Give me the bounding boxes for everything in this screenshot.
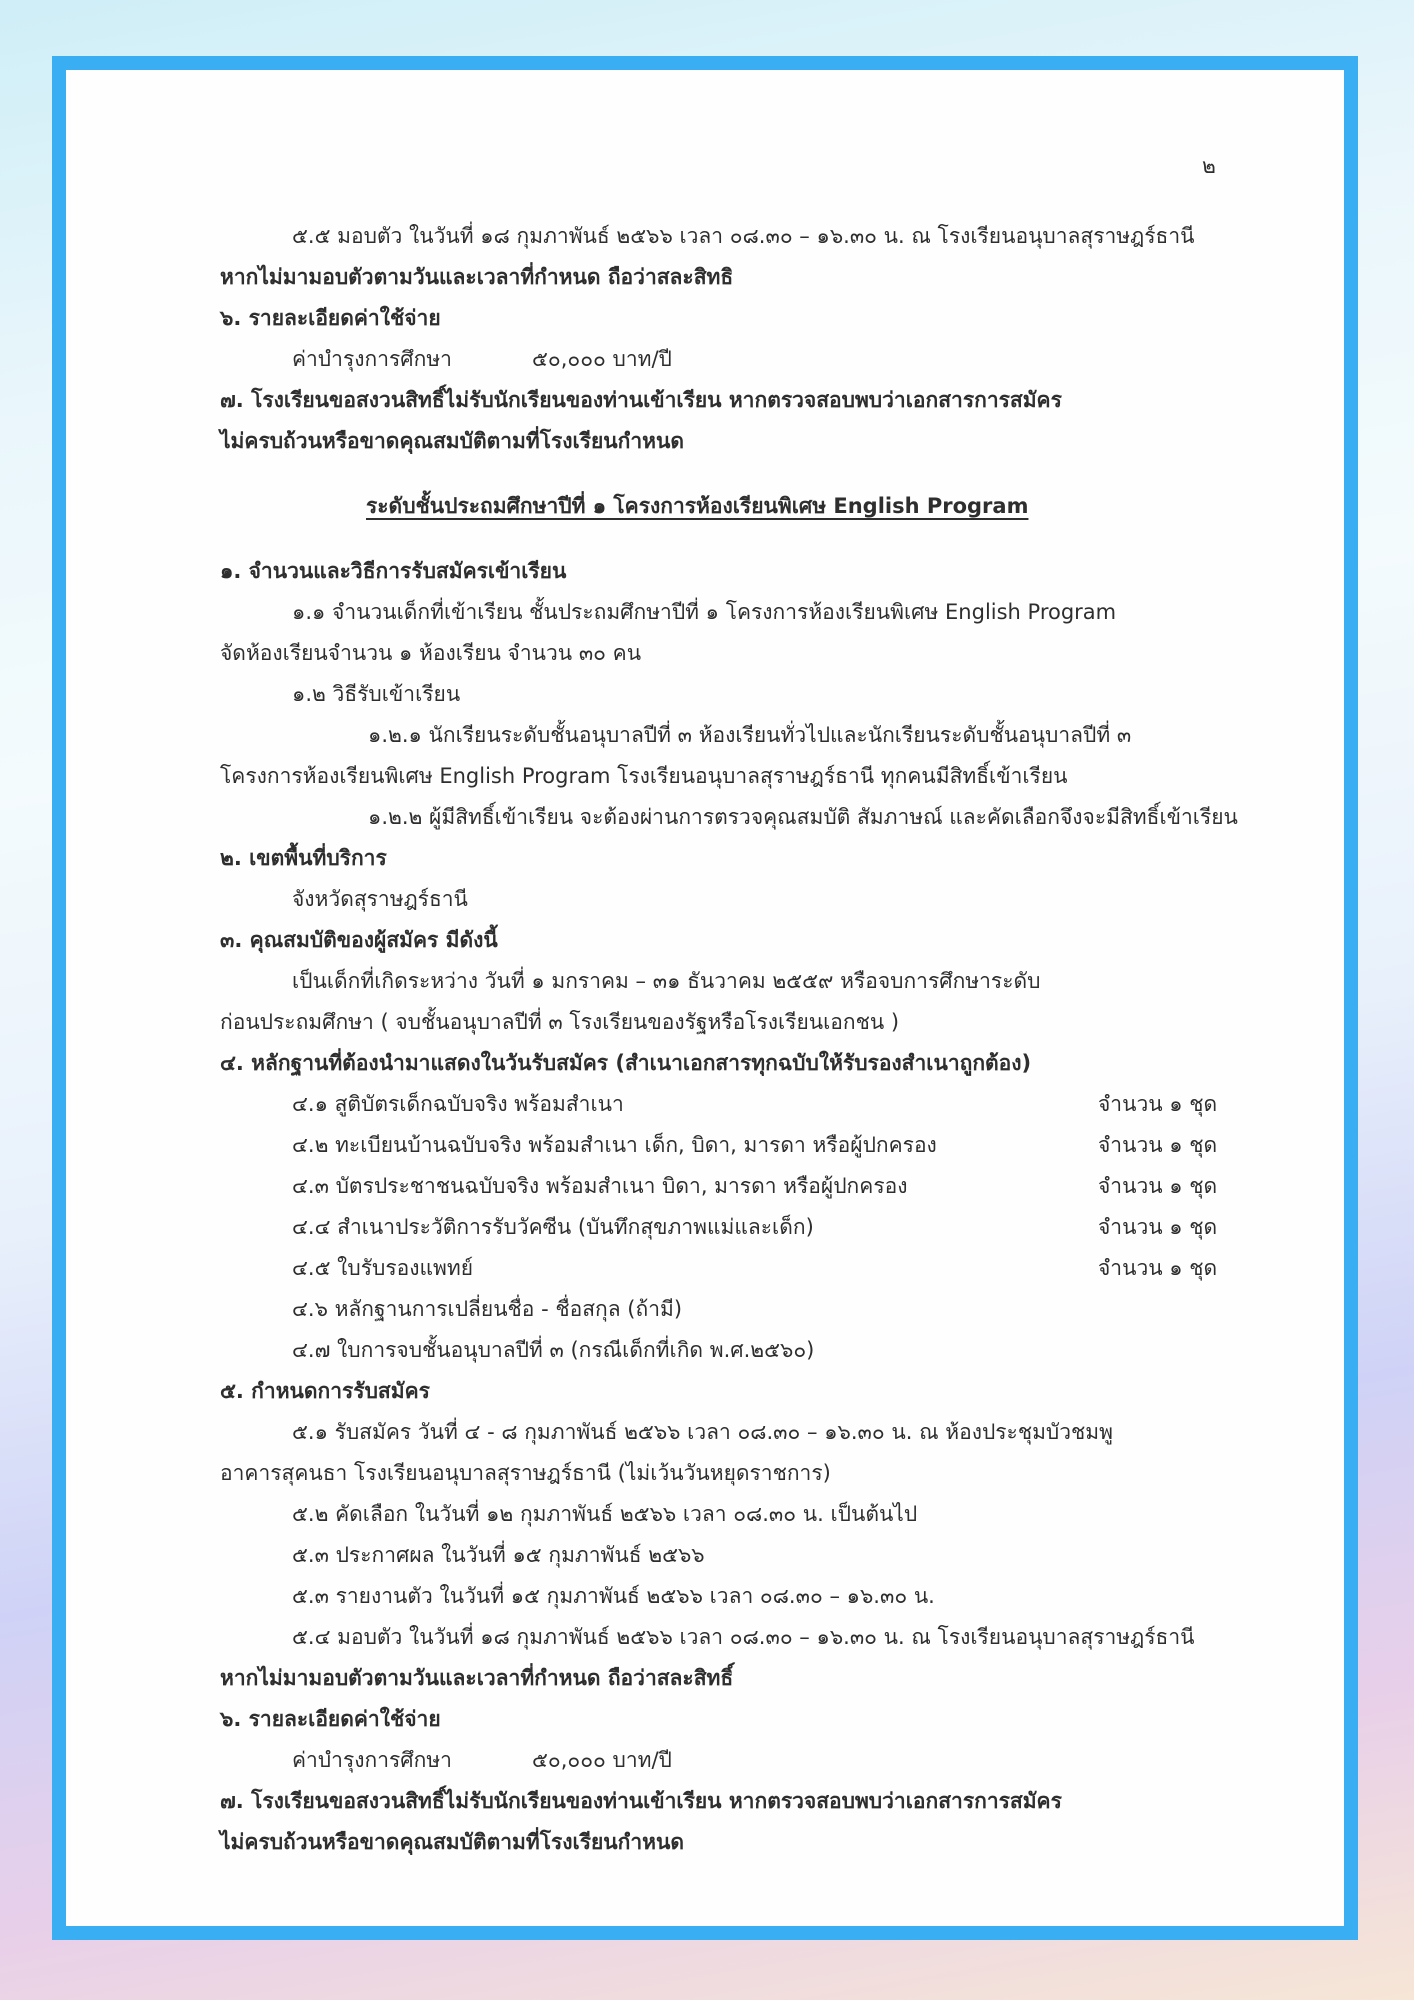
item-5-1: ๕.๑ รับสมัคร วันที่ ๔ - ๘ กุมภาพันธ์ ๒๕๖๖ เวลา ๐๘.๓๐ – ๑๖.๓๐ น. ณ ห้องประชุมบัวชมพู (292, 1420, 1113, 1444)
item-5-3-report: ๕.๓ รายงานตัว ในวันที่ ๑๕ กุมภาพันธ์ ๒๕๖๖ เวลา ๐๘.๓๐ – ๑๖.๓๐ น. (292, 1584, 935, 1608)
document-item-qty: จำนวน ๑ ชุด (1098, 1092, 1218, 1116)
section-6-heading: ๖. รายละเอียดค่าใช้จ่าย (220, 1707, 441, 1731)
document-item-qty: จำนวน ๑ ชุด (1098, 1133, 1218, 1157)
document-list-item (292, 1207, 1222, 1248)
document-item-text: ๔.๔ สำเนาประวัติการรับวัคซีน (บันทึกสุขภาพแม่และเด็ก) (292, 1215, 814, 1239)
document-list-item (292, 1248, 1222, 1289)
item-1-1-cont: จัดห้องเรียนจำนวน ๑ ห้องเรียน จำนวน ๓๐ คน (220, 641, 642, 665)
item-5-1-cont: อาคารสุคนธา โรงเรียนอนุบาลสุราษฎร์ธานี (ไม่เว้นวันหยุดราชการ) (220, 1461, 831, 1485)
document-list-item (292, 1084, 1222, 1125)
program-title: ระดับชั้นประถมศึกษาปีที่ ๑ โครงการห้องเรียนพิเศษ English Program (366, 494, 1029, 518)
item-5-3-announce: ๕.๓ ประกาศผล ในวันที่ ๑๕ กุมภาพันธ์ ๒๕๖๖ (292, 1543, 705, 1567)
document-item-text: ๔.๕ ใบรับรองแพทย์ (292, 1256, 474, 1280)
item-1-2: ๑.๒ วิธีรับเข้าเรียน (292, 682, 461, 706)
document-item-text: ๔.๓ บัตรประชาชนฉบับจริง พร้อมสำเนา บิดา, มารดา หรือผู้ปกครอง (292, 1174, 908, 1198)
section-2-text: จังหวัดสุราษฎร์ธานี (292, 887, 468, 911)
document-list-item (292, 1330, 1222, 1371)
document-item-qty: จำนวน ๑ ชุด (1098, 1174, 1218, 1198)
fee-label: ค่าบำรุงการศึกษา (292, 1748, 452, 1772)
prev-fee-amount: ๕๐,๐๐๐ บาท/ปี (532, 347, 672, 371)
document-list-item (292, 1125, 1222, 1166)
section-3-heading: ๓. คุณสมบัติของผู้สมัคร มีดังนี้ (220, 928, 498, 952)
section-7-line2: ไม่ครบถ้วนหรือขาดคุณสมบัติตามที่โรงเรียนกำหนด (220, 1830, 684, 1854)
prev-item-5-5-cont: หากไม่มามอบตัวตามวันและเวลาที่กำหนด ถือว่าสละสิทธิ (220, 265, 734, 289)
item-1-1: ๑.๑ จำนวนเด็กที่เข้าเรียน ชั้นประถมศึกษาปีที่ ๑ โครงการห้องเรียนพิเศษ English Program (292, 600, 1117, 624)
section-5-heading: ๕. กำหนดการรับสมัคร (220, 1379, 430, 1403)
prev-section-7-line1: ๗. โรงเรียนขอสงวนสิทธิ์ไม่รับนักเรียนของท่านเข้าเรียน หากตรวจสอบพบว่าเอกสารการสมัคร (220, 388, 1062, 412)
document-list-item (292, 1166, 1222, 1207)
item-5-2: ๕.๒ คัดเลือก ในวันที่ ๑๒ กุมภาพันธ์ ๒๕๖๖ เวลา ๐๘.๓๐ น. เป็นต้นไป (292, 1502, 918, 1526)
document-list-item (292, 1289, 1222, 1330)
item-5-4-cont: หากไม่มามอบตัวตามวันและเวลาที่กำหนด ถือว่าสละสิทธิ์ (220, 1666, 734, 1690)
item-1-2-1-cont: โครงการห้องเรียนพิเศษ English Program โรงเรียนอนุบาลสุราษฎร์ธานี ทุกคนมีสิทธิ์เข้าเรียน (220, 764, 1068, 788)
document-item-qty: จำนวน ๑ ชุด (1098, 1256, 1218, 1280)
fee-amount: ๕๐,๐๐๐ บาท/ปี (532, 1748, 672, 1772)
item-1-2-2: ๑.๒.๒ ผู้มีสิทธิ์เข้าเรียน จะต้องผ่านการตรวจคุณสมบัติ สัมภาษณ์ และคัดเลือกจึงจะมีสิทธิ์เข้าเรียน (368, 805, 1238, 829)
prev-section-7-line2: ไม่ครบถ้วนหรือขาดคุณสมบัติตามที่โรงเรียนกำหนด (220, 429, 684, 453)
section-2-heading: ๒. เขตพื้นที่บริการ (220, 846, 387, 870)
section-3-line2: ก่อนประถมศึกษา ( จบชั้นอนุบาลปีที่ ๓ โรงเรียนของรัฐหรือโรงเรียนเอกชน ) (220, 1010, 900, 1034)
document-item-text: ๔.๖ หลักฐานการเปลี่ยนชื่อ - ชื่อสกุล (ถ้ามี) (292, 1297, 683, 1321)
prev-item-5-5: ๕.๕ มอบตัว ในวันที่ ๑๘ กุมภาพันธ์ ๒๕๖๖ เวลา ๐๘.๓๐ – ๑๖.๓๐ น. ณ โรงเรียนอนุบาลสุราษฎร์ธานี (292, 224, 1195, 248)
item-1-2-1: ๑.๒.๑ นักเรียนระดับชั้นอนุบาลปีที่ ๓ ห้องเรียนทั่วไปและนักเรียนระดับชั้นอนุบาลปีที่ ๓ (368, 723, 1132, 747)
item-5-4: ๕.๔ มอบตัว ในวันที่ ๑๘ กุมภาพันธ์ ๒๕๖๖ เวลา ๐๘.๓๐ – ๑๖.๓๐ น. ณ โรงเรียนอนุบาลสุราษฎร์ธานี (292, 1625, 1195, 1649)
section-1-heading: ๑. จำนวนและวิธีการรับสมัครเข้าเรียน (220, 559, 567, 583)
document-item-qty: จำนวน ๑ ชุด (1098, 1215, 1218, 1239)
section-4-heading: ๔. หลักฐานที่ต้องนำมาแสดงในวันรับสมัคร (สำเนาเอกสารทุกฉบับให้รับรองสำเนาถูกต้อง) (220, 1051, 1032, 1075)
document-item-text: ๔.๑ สูติบัตรเด็กฉบับจริง พร้อมสำเนา (292, 1092, 624, 1116)
document-frame (52, 56, 1358, 1940)
document-item-text: ๔.๗ ใบการจบชั้นอนุบาลปีที่ ๓ (กรณีเด็กที่เกิด พ.ศ.๒๕๖๐) (292, 1338, 815, 1362)
prev-fee-label: ค่าบำรุงการศึกษา (292, 347, 452, 371)
section-7-line1: ๗. โรงเรียนขอสงวนสิทธิ์ไม่รับนักเรียนของท่านเข้าเรียน หากตรวจสอบพบว่าเอกสารการสมัคร (220, 1789, 1062, 1813)
prev-section-6-heading: ๖. รายละเอียดค่าใช้จ่าย (220, 306, 441, 330)
document-item-text: ๔.๒ ทะเบียนบ้านฉบับจริง พร้อมสำเนา เด็ก, บิดา, มารดา หรือผู้ปกครอง (292, 1133, 937, 1157)
page-number: ๒ (1202, 154, 1216, 178)
document-page (66, 70, 1344, 1926)
section-3-line1: เป็นเด็กที่เกิดระหว่าง วันที่ ๑ มกราคม – ๓๑ ธันวาคม ๒๕๕๙ หรือจบการศึกษาระดับ (292, 969, 1041, 993)
